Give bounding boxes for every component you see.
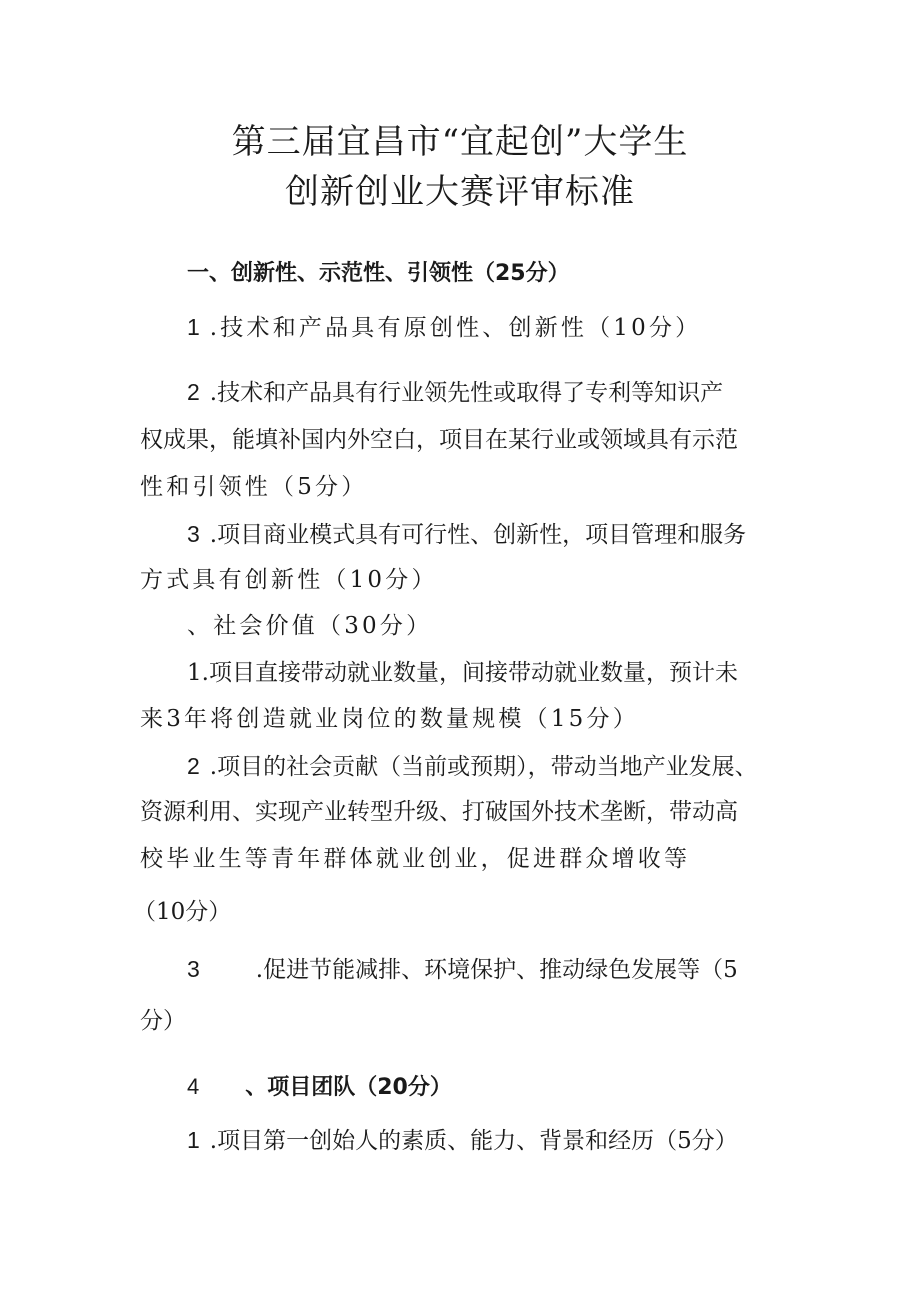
criterion-1-2-line-2: 权成果，能填补国内外空白，项目在某行业或领域具有示范 [140,427,738,453]
criterion-1-1 [187,311,701,344]
criterion-2-2-line-4: （10分） [133,899,232,925]
criterion-3-1 [187,1124,738,1157]
title-line-1: 第三届宜昌市“宜起创”大学生 [231,122,689,162]
criterion-number: 3 [187,521,200,547]
criterion-2-1-line-1: 1.项目直接带动就业数量，间接带动就业数量，预计未 [187,660,738,686]
section-heading-1: 一、创新性、示范性、引领性（25分） [187,261,570,286]
criterion-number: 2 [187,379,200,405]
criterion-1-3-line-2: 方式具有创新性（10分） [140,567,438,593]
criterion-2-1-line-2: 来3年将创造就业岗位的数量规模（15分） [140,706,639,732]
criterion-number: 2 [187,753,200,779]
criterion-2-2-line-3: 校毕业生等青年群体就业创业，促进群众增收等 [140,846,691,872]
title-line-2: 创新创业大赛评审标准 [285,172,635,212]
criterion-text: .技术和产品具有原创性、创新性（10分） [209,315,702,341]
criterion-2-3-line-1 [187,953,738,986]
criterion-text: .项目第一创始人的素质、能力、背景和经历（5分） [209,1128,738,1154]
criterion-text: .项目的社会贡献（当前或预期），带动当地产业发展、 [209,754,758,780]
criterion-text: .技术和产品具有行业领先性或取得了专利等知识产 [209,380,724,406]
criterion-2-2-line-2: 资源利用、实现产业转型升级、打破国外技术垄断，带动高 [140,799,738,825]
section-heading-text: 、项目团队（20分） [245,1075,452,1100]
criterion-1-3-line-1 [187,518,746,551]
criterion-number: 1 [187,314,200,340]
section-heading-3 [187,1071,452,1104]
criterion-1-2-line-1 [187,376,723,409]
criterion-2-3-line-2: 分） [140,1008,186,1034]
criterion-1-2-line-3: 性和引领性（5分） [140,474,368,500]
criterion-number: 3 [187,956,200,982]
section-number: 4 [187,1074,200,1099]
criterion-number: 1 [187,1127,200,1153]
criterion-text: .项目商业模式具有可行性、创新性，项目管理和服务 [209,522,747,548]
criterion-2-2-line-1 [187,750,758,783]
section-heading-2: 、社会价值（30分） [187,613,433,639]
criterion-text: .促进节能减排、环境保护、推动绿色发展等（5 [255,957,738,983]
